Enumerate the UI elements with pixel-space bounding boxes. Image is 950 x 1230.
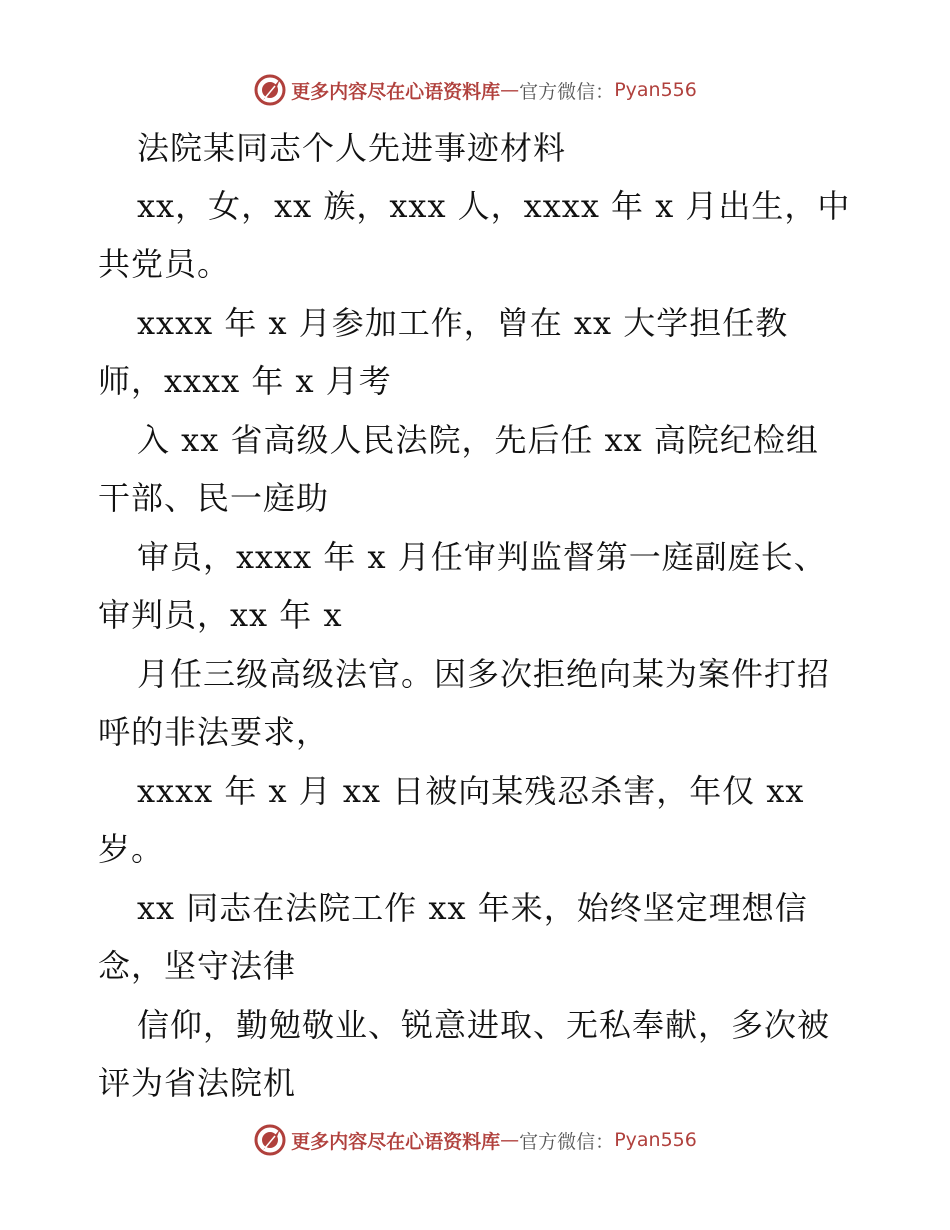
- watermark-id: Pyan556: [614, 79, 697, 101]
- watermark-label: 官方微信：: [519, 1130, 615, 1153]
- watermark-dash: —: [500, 1129, 520, 1151]
- quill-logo-icon: [253, 73, 287, 107]
- watermark-label: 官方微信：: [519, 80, 615, 103]
- paragraph-line: xxxx 年 x 月参加工作，曾在 xx 大学担任教: [137, 304, 789, 342]
- paragraph-line: xx，女，xx 族，xxx 人，xxxx 年 x 月出生，中: [137, 187, 851, 225]
- paragraph-line: 岁。: [98, 830, 165, 868]
- paragraph-line: 入 xx 省高级人民法院，先后任 xx 高院纪检组: [137, 421, 819, 459]
- watermark-main-text: 更多内容尽在心语资料库: [291, 80, 501, 103]
- paragraph-line: 月任三级高级法官。因多次拒绝向某为案件打招: [137, 655, 831, 693]
- paragraph-line: 审判员，xx 年 x: [98, 596, 343, 634]
- paragraph-line: 干部、民一庭助: [98, 479, 330, 517]
- quill-logo-icon: [253, 1123, 287, 1157]
- watermark-main-text: 更多内容尽在心语资料库: [291, 1130, 501, 1153]
- watermark-footer: [0, 1120, 950, 1160]
- paragraph-line: xxxx 年 x 月 xx 日被向某残忍杀害，年仅 xx: [137, 772, 805, 810]
- paragraph-line: 呼的非法要求，: [98, 713, 330, 751]
- paragraph-line: xx 同志在法院工作 xx 年来，始终坚定理想信: [137, 889, 808, 927]
- paragraph-line: 审员，xxxx 年 x 月任审判监督第一庭副庭长、: [137, 538, 827, 576]
- watermark-id: Pyan556: [614, 1129, 697, 1151]
- paragraph-line: 念，坚守法律: [98, 947, 297, 985]
- paragraph-line: 评为省法院机: [98, 1064, 297, 1102]
- paragraph-line: 师，xxxx 年 x 月考: [98, 362, 392, 400]
- watermark-header: [0, 70, 950, 110]
- paragraph-line: 信仰，勤勉敬业、锐意进取、无私奉献，多次被: [137, 1006, 831, 1044]
- watermark-dash: —: [500, 79, 520, 101]
- document-title: 法院某同志个人先进事迹材料: [137, 129, 567, 167]
- paragraph-line: 共党员。: [98, 245, 231, 283]
